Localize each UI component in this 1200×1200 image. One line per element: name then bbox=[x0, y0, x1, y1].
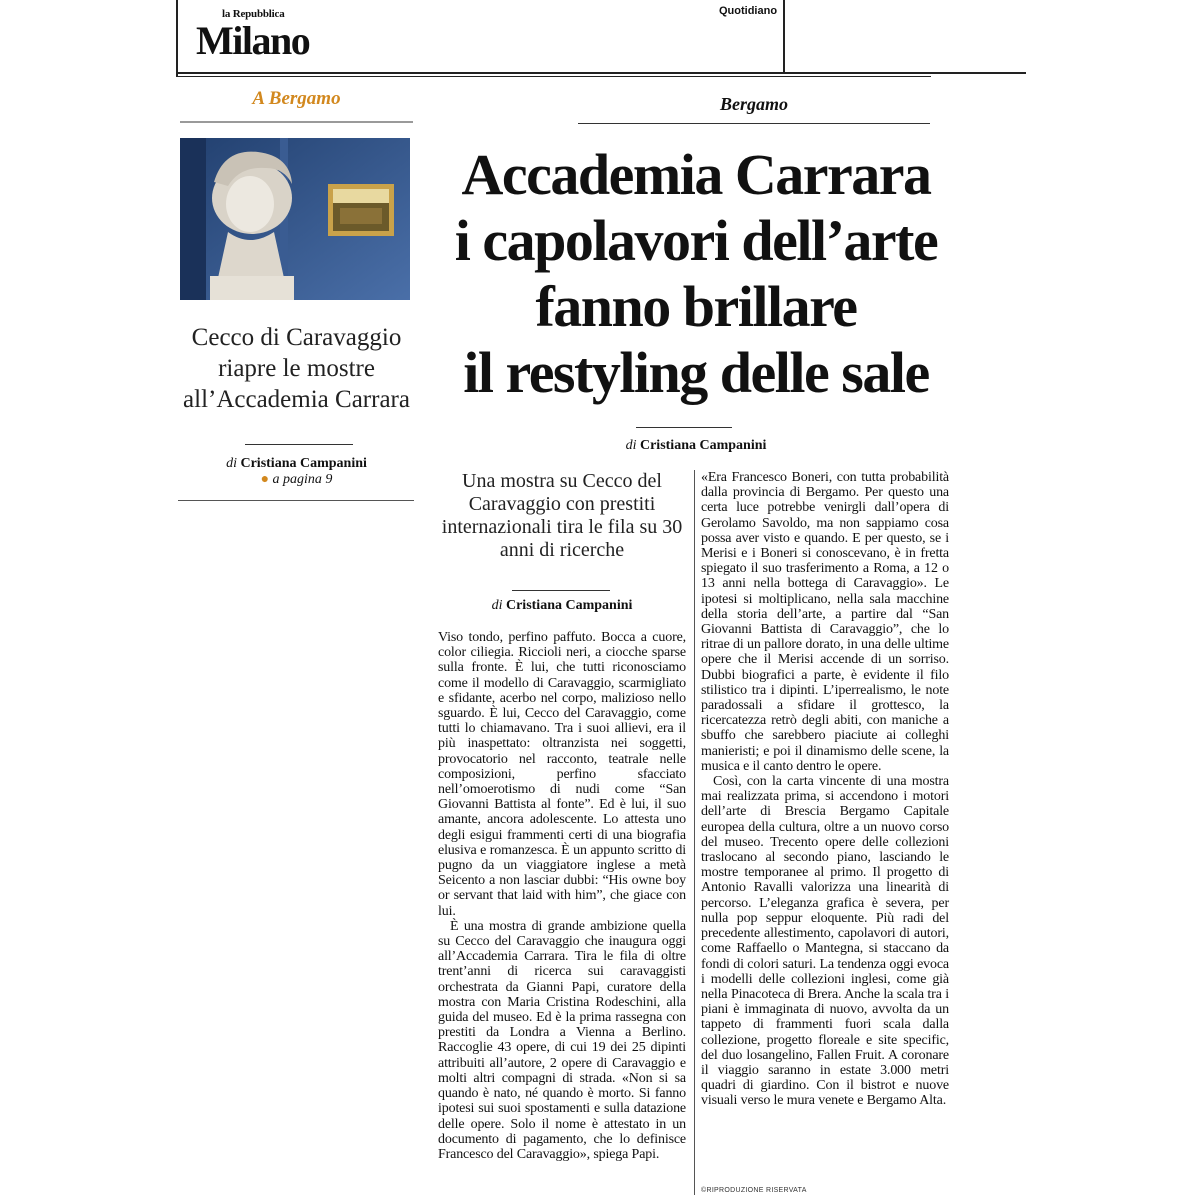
sidebar-title-line: riapre le mostre bbox=[218, 355, 375, 382]
page-ref-text: a pagina 9 bbox=[272, 472, 333, 487]
sidebar-title-line: Cecco di Caravaggio bbox=[191, 324, 402, 351]
byline-prefix: di bbox=[625, 438, 637, 453]
body-paragraph: «Era Francesco Boneri, con tutta probabilità dalla provincia di Bergamo. Per questo una certa luce potrebbe venirgli dall’opera di Gerolamo Savoldo, ma non sappiamo cosa possa aver visto e quando. E per questo, se i Merisi e i Boneri si conoscevano, è in fretta spiegato il suo trasferimento a Roma, a 12 o 13 anni nella bottega di Caravaggio». Le ipotesi si moltiplicano, nella sala macchine della storia dell’arte, a partire dal “San Giovanni Battista di Caravaggio”, che lo ritrae di un pallore dorato, in una delle ultime opere che il Merisi accende di un sorriso. Dubbi biografici a parte, è evidente il filo stilistico tra i dipinti. L’iperrealismo, le note paradossali a sfidare il grottesco, la ricercatezza retrò degli abiti, con maniche a sbuffo che sarebbero piaciute ai colleghi manieristi; e poi il dinamismo delle scene, la musica e il canto dentro le opere. bbox=[701, 470, 949, 774]
sidebar-title-line: all’Accademia Carrara bbox=[183, 386, 410, 413]
byline-prefix: di bbox=[226, 456, 237, 471]
body-paragraph: Così, con la carta vincente di una mostra mai realizzata prima, si accendono i motori dell’arte di Brescia Bergamo Capitale europea della cultura, oltre a un nuovo corso del museo. Trecento opere delle collezioni traslocano al secondo piano, lasciando le mostre temporanee al primo. Il progetto di Antonio Ravalli valorizza una linearità di percorso. L’eleganza grafica è severa, per nulla pop seppur eloquente. Più radi del precedente allestimento, capolavori di autori, come Raffaello o Mantegna, si staccano da fondi di colori saturi. La tendenza oggi evoca i modelli delle collezioni inglesi, come già nella Pinacoteca di Brera. Anche la scala tra i piani è immaginata di nuovo, avvolta da un tappeto di frammenti fuori scala dalla collezione, progetto floreale e site specific, del duo losangelino, Fallen Fruit. A coronare il viaggio saranno in estate 3.000 metri quadri di giardino. Con il bistrot e nuove visuali verso le mura venete e Bergamo Alta. bbox=[701, 774, 949, 1109]
masthead-divider-left bbox=[176, 0, 178, 76]
masthead-rule bbox=[176, 72, 1026, 74]
byline-author: Cristiana Campanini bbox=[505, 598, 633, 613]
sidebar-title[interactable] bbox=[180, 322, 413, 415]
sidebar-bottom-rule bbox=[178, 500, 414, 501]
edition-title: Milano bbox=[196, 18, 310, 63]
headline-line: i capolavori dell’arte bbox=[454, 208, 938, 273]
byline-prefix: di bbox=[491, 598, 503, 613]
copyright-notice: ©RIPRODUZIONE RISERVATA bbox=[701, 1187, 807, 1194]
article-kicker: Bergamo bbox=[719, 94, 788, 114]
byline-author: Cristiana Campanini bbox=[240, 456, 367, 471]
sidebar-photo bbox=[180, 138, 410, 300]
publication-name: la Repubblica bbox=[222, 8, 285, 20]
byline-author: Cristiana Campanini bbox=[639, 438, 767, 453]
headline-rule bbox=[636, 427, 732, 428]
body-column-left bbox=[438, 630, 686, 1162]
body-column-right bbox=[701, 470, 949, 1109]
frequency-label: Quotidiano bbox=[719, 5, 778, 17]
kicker-rule bbox=[578, 123, 930, 124]
sidebar-byline-rule bbox=[245, 444, 353, 445]
body-paragraph: Viso tondo, perfino paffuto. Bocca a cuore, color ciliegia. Riccioli neri, a ciocche sparse sulla fronte. È lui, che tutti riconosciamo come il modello di Caravaggio, scarmigliato e sfidante, acerbo nel corpo, malizioso nello sguardo. È lui, Cecco del Caravaggio, come tutti lo chiamavano. Tra i suoi allievi, era il più inaspettato: oltranzista nei soggetti, provocatorio nel racconto, teatrale nelle composizioni, perfino sfacciato nell’omoerotismo di nudi come “San Giovanni Battista al fonte”. Ed è lui, il suo amante, ancora adolescente. Lo attesta uno degli esigui frammenti certi di una biografia elusiva e romanzesca. È un appunto scritto di pugno da un viaggiatore inglese a metà Seicento a non lasciar dubbi: “His owne boy or servant that laid with him”, che giace con lui. bbox=[438, 630, 686, 919]
sidebar-rule bbox=[180, 121, 413, 123]
sidebar-kicker: A Bergamo bbox=[252, 88, 341, 109]
article-byline bbox=[436, 438, 956, 454]
article-summary: Una mostra su Cecco del Caravaggio con prestiti internazionali tira le fila su 30 anni di ricerche bbox=[441, 470, 683, 561]
headline-line: Accademia Carrara bbox=[461, 142, 931, 207]
sidebar-byline bbox=[180, 455, 413, 472]
headline-line: il restyling delle sale bbox=[463, 340, 929, 405]
sidebar-page-ref[interactable] bbox=[180, 472, 413, 488]
headline-line: fanno brillare bbox=[535, 274, 857, 339]
masthead-divider-right bbox=[783, 0, 785, 72]
summary-byline bbox=[432, 598, 692, 614]
article-headline bbox=[436, 142, 956, 406]
column-divider bbox=[694, 470, 695, 1195]
bullet-icon: ● bbox=[260, 472, 270, 487]
masthead-rule-thin bbox=[176, 76, 931, 77]
body-paragraph: È una mostra di grande ambizione quella su Cecco del Caravaggio che inaugura oggi all’Accademia Carrara. Tira le fila di oltre trent’anni di ricerca sui caravaggisti orchestrata da Gianni Papi, curatore della mostra con Maria Cristina Rodeschini, alla guida del museo. Ed è la prima rassegna con prestiti da Londra a Vienna a Berlino. Raccoglie 43 opere, di cui 19 dei 25 dipinti attribuiti all’autore, 2 opere di Caravaggio e molti altri compagni di strada. «Non si sa quando è nato, né quando è morto. Si fanno ipotesi sui suoi spostamenti e sulla datazione delle opere. Solo il nome è attestato in un documento di pagamento, che lo definisce Francesco del Caravaggio», spiega Papi. bbox=[438, 918, 686, 1162]
summary-rule bbox=[512, 590, 610, 591]
